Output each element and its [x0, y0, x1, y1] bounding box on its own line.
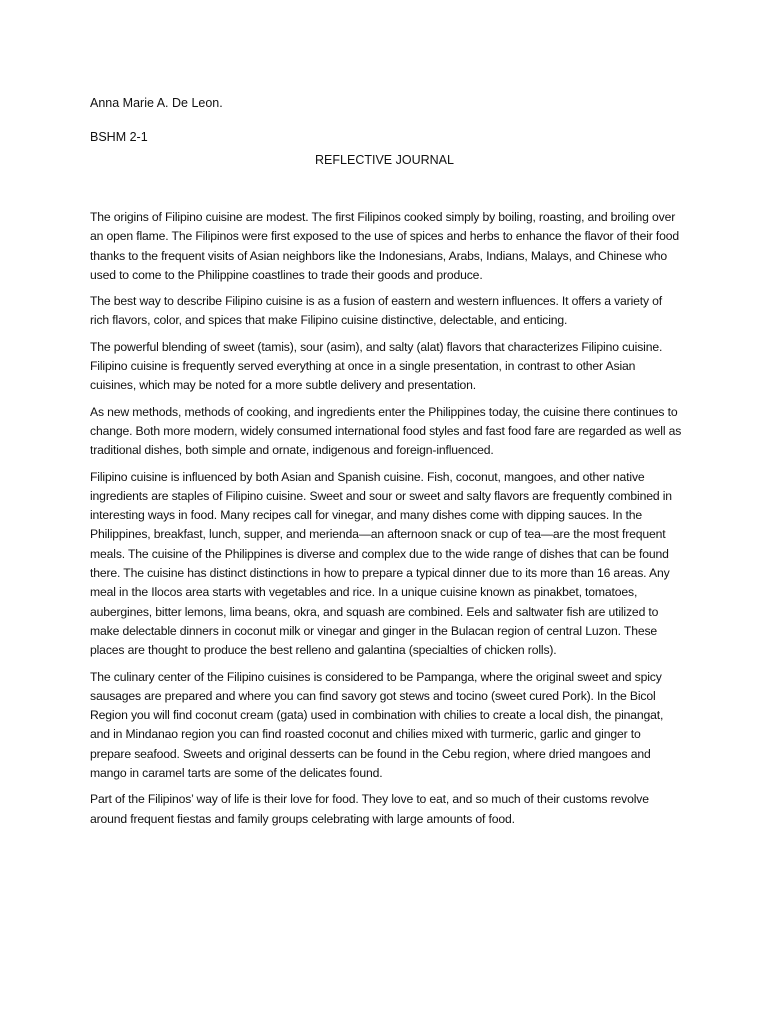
paragraph-modern-changes: As new methods, methods of cooking, and ingredients enter the Philippines today, the cuisine there continues to change. Both more modern, widely consumed international food styles and fast food fare are regarded as well as traditional dishes, both simple and ornate, indigenous and foreign-influenced. [90, 404, 682, 458]
document-title: REFLECTIVE JOURNAL [315, 153, 454, 167]
author-name: Anna Marie A. De Leon. [90, 96, 223, 110]
paragraph-flavors: The powerful blending of sweet (tamis), sour (asim), and salty (alat) flavors that characterizes Filipino cuisine. Filipino cuisine is frequently served everything at once in a single presentation, in contrast to other Asian cuisines, which may be noted for a more subtle delivery and presentation. [90, 339, 663, 393]
paragraph-love-for-food: Part of the Filipinos’ way of life is their love for food. They love to eat, and so much of their customs revolve around frequent fiestas and family groups celebrating with large amounts of food. [90, 792, 649, 826]
paragraph-culinary-centers: The culinary center of the Filipino cuisines is considered to be Pampanga, where the original sweet and spicy sausages are prepared and where you can find savory got stews and tocino (sweet cured Pork). In the Bicol Region you will find coconut cream (gata) used in combination with chilies to create a local dish, the pinangat, and in Mindanao region you can find roasted coconut and chilies mixed with turmeric, garlic and ginger to prepare seafood. Sweets and original desserts can be found in the Cebu region, where dried mangoes and mango in caramel tarts are some of the delicates found. [90, 669, 664, 781]
paragraph-regional-influences: Filipino cuisine is influenced by both Asian and Spanish cuisine. Fish, coconut, mangoes, and other native ingredients are staples of Filipino cuisine. Sweet and sour or sweet and salty flavors are frequently combined in interesting ways in food. Many recipes call for vinegar, and many dishes come with dipping sauces. In the Philippines, breakfast, lunch, supper, and merienda—an afternoon snack or cup of tea—are the most frequent meals. The cuisine of the Philippines is diverse and complex due to the wide range of dishes that can be found there. The cuisine has distinct distinctions in how to prepare a typical dinner due to its more than 16 areas. Any meal in the Ilocos area starts with vegetables and rice. In a unique cuisine known as pinakbet, tomatoes, aubergines, bitter lemons, lima beans, okra, and squash are combined. Eels and saltwater fish are utilized to make delectable dinners in coconut milk or vinegar and ginger in the Bulacan region of central Luzon. These places are thought to produce the best relleno and galantina (specialties of chicken rolls). [90, 469, 672, 658]
paragraph-origins: The origins of Filipino cuisine are modest. The first Filipinos cooked simply by boiling, roasting, and broiling over an open flame. The Filipinos were first exposed to the use of spices and herbs to enhance the flavor of their food thanks to the frequent visits of Asian neighbors like the Indonesians, Arabs, Indians, Malays, and Chinese who used to come to the Philippine coastlines to trade their goods and produce. [90, 210, 680, 282]
paragraph-fusion: The best way to describe Filipino cuisine is as a fusion of eastern and western influences. It offers a variety of rich flavors, color, and spices that make Filipino cuisine distinctive, delectable, and enticing. [90, 294, 663, 328]
journal-body [90, 208, 682, 836]
course-section: BSHM 2-1 [90, 130, 148, 144]
